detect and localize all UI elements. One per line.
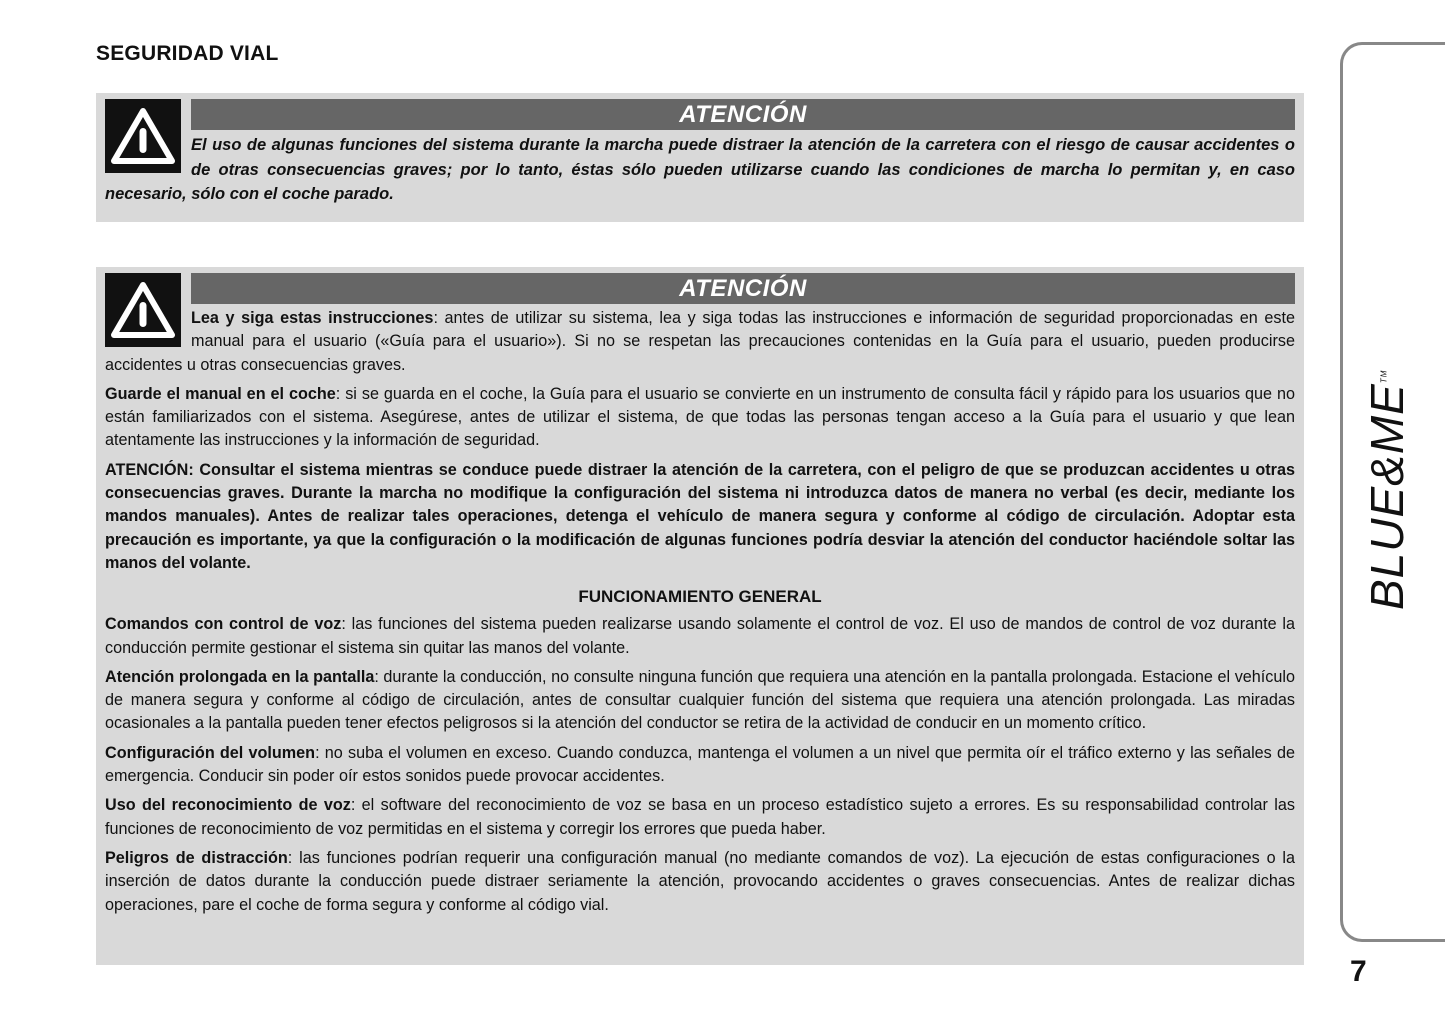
section-title: SEGURIDAD VIAL <box>96 42 279 65</box>
paragraph-lead: Guarde el manual en el coche <box>105 384 336 403</box>
warning-text: El uso de algunas funciones del sistema durante la marcha puede distraer la atención de la carretera con el riesgo de causar accidentes o de otras consecuencias graves; por lo tanto, éstas sólo pueden utilizarse cuando las condiciones de marcha lo permitan y, en caso necesario, sólo con el coche parado. <box>105 136 1295 203</box>
paragraph-distraction <box>105 847 1295 917</box>
paragraph-lead: Lea y siga estas instrucciones <box>191 309 434 327</box>
paragraph-lead: Comandos con control de voz <box>105 615 342 634</box>
page-number: 7 <box>1350 955 1367 988</box>
paragraph-volume <box>105 742 1295 789</box>
warning-triangle-icon <box>105 99 181 173</box>
paragraph-voice-commands <box>105 613 1295 660</box>
warning-triangle-icon <box>105 273 181 347</box>
warning-paragraph: ATENCIÓN: Consultar el sistema mientras se conduce puede distraer la atención de la carretera, con el peligro de que se produzcan accidentes u otras consecuencias graves. Durante la marcha no modifique la configuración del sistema ni introduzca datos de manera no verbal (es decir, mediante los mandos manuales). Antes de realizar tales operaciones, detenga el vehículo de manera segura y conforme al código de circulación. Adoptar esta precaución es importante, ya que la configuración o la modificación de algunas funciones podría desviar la atención del conductor haciéndole soltar las manos del volante. <box>105 460 1295 572</box>
paragraph-instructions <box>105 307 1295 377</box>
paragraph-text: : las funciones del sistema pueden realizarse usando solamente el control de voz. El uso de mandos de control de voz durante la conducción permite gestionar el sistema sin quitar las manos del volante. <box>105 615 1295 657</box>
logo-text: BLUE&ME <box>1361 383 1413 610</box>
paragraph-text: : antes de utilizar su sistema, lea y siga todas las instrucciones e información de seguridad proporcionadas en este manual para el usuario («Guía para el usuario»). Si no se respetan las precauciones contenidas en la Guía para el usuario, pueden producirse accidentes u otras consecuencias graves. <box>105 309 1295 374</box>
paragraph-screen-attention <box>105 666 1295 736</box>
warning-header: ATENCIÓN <box>191 273 1295 304</box>
subheading: FUNCIONAMIENTO GENERAL <box>578 587 822 607</box>
paragraph-text: : el software del reconocimiento de voz se basa en un proceso estadístico sujeto a errores. Es su responsabilidad controlar las funciones de reconocimiento de voz permitidas en el sistema y corregir los errores que pueda haber. <box>105 796 1295 838</box>
warning-header: ATENCIÓN <box>191 99 1295 130</box>
paragraph-text: : no suba el volumen en exceso. Cuando conduzca, mantenga el volumen a un nivel que permita oír el tráfico externo y las señales de emergencia. Conducir sin poder oír estos sonidos puede provocar accidentes. <box>105 743 1295 786</box>
trademark: TM <box>1379 369 1389 384</box>
paragraph-lead: Atención prolongada en la pantalla <box>105 667 375 686</box>
paragraph-lead: Configuración del volumen <box>105 743 316 762</box>
paragraph-text: : si se guarda en el coche, la Guía para el usuario se convierte en un instrumento de consulta fácil y rápido para los usuarios que no están familiarizados con el sistema. Asegúrese, antes de utilizar el sistema, de que todas las personas tengan acceso a la Guía para el usuario y que lean atentamente las instrucciones y la información de seguridad. <box>105 384 1295 450</box>
paragraph-text: : durante la conducción, no consulte ninguna función que requiera una atención en la pantalla prolongada. Estacione el vehículo de manera segura y conforme al código de circulación, antes de consultar cualquier función del sistema que requiera una atención prolongada. Las miradas ocasionales a la pantalla pueden tener efectos peligrosos si la atención del conductor se retira de la actividad de conducir en un momento crítico. <box>105 667 1295 733</box>
paragraph-voice-recognition <box>105 794 1295 841</box>
blue-me-logo <box>1360 370 1414 610</box>
warning-box-1 <box>96 93 1304 222</box>
warning-box-2 <box>96 267 1304 965</box>
paragraph-text: : las funciones podrían requerir una configuración manual (no mediante comandos de voz). La ejecución de estas configuraciones o la inserción de datos durante la conducción puede distraer seriamente la atención, provocando accidentes o graves consecuencias. Antes de realizar dichas operaciones, pare el coche de forma segura y conforme al código vial. <box>105 848 1295 914</box>
paragraph-lead: Uso del reconocimiento de voz <box>105 796 351 815</box>
paragraph-lead: Peligros de distracción <box>105 848 288 867</box>
paragraph-manual <box>105 383 1295 453</box>
